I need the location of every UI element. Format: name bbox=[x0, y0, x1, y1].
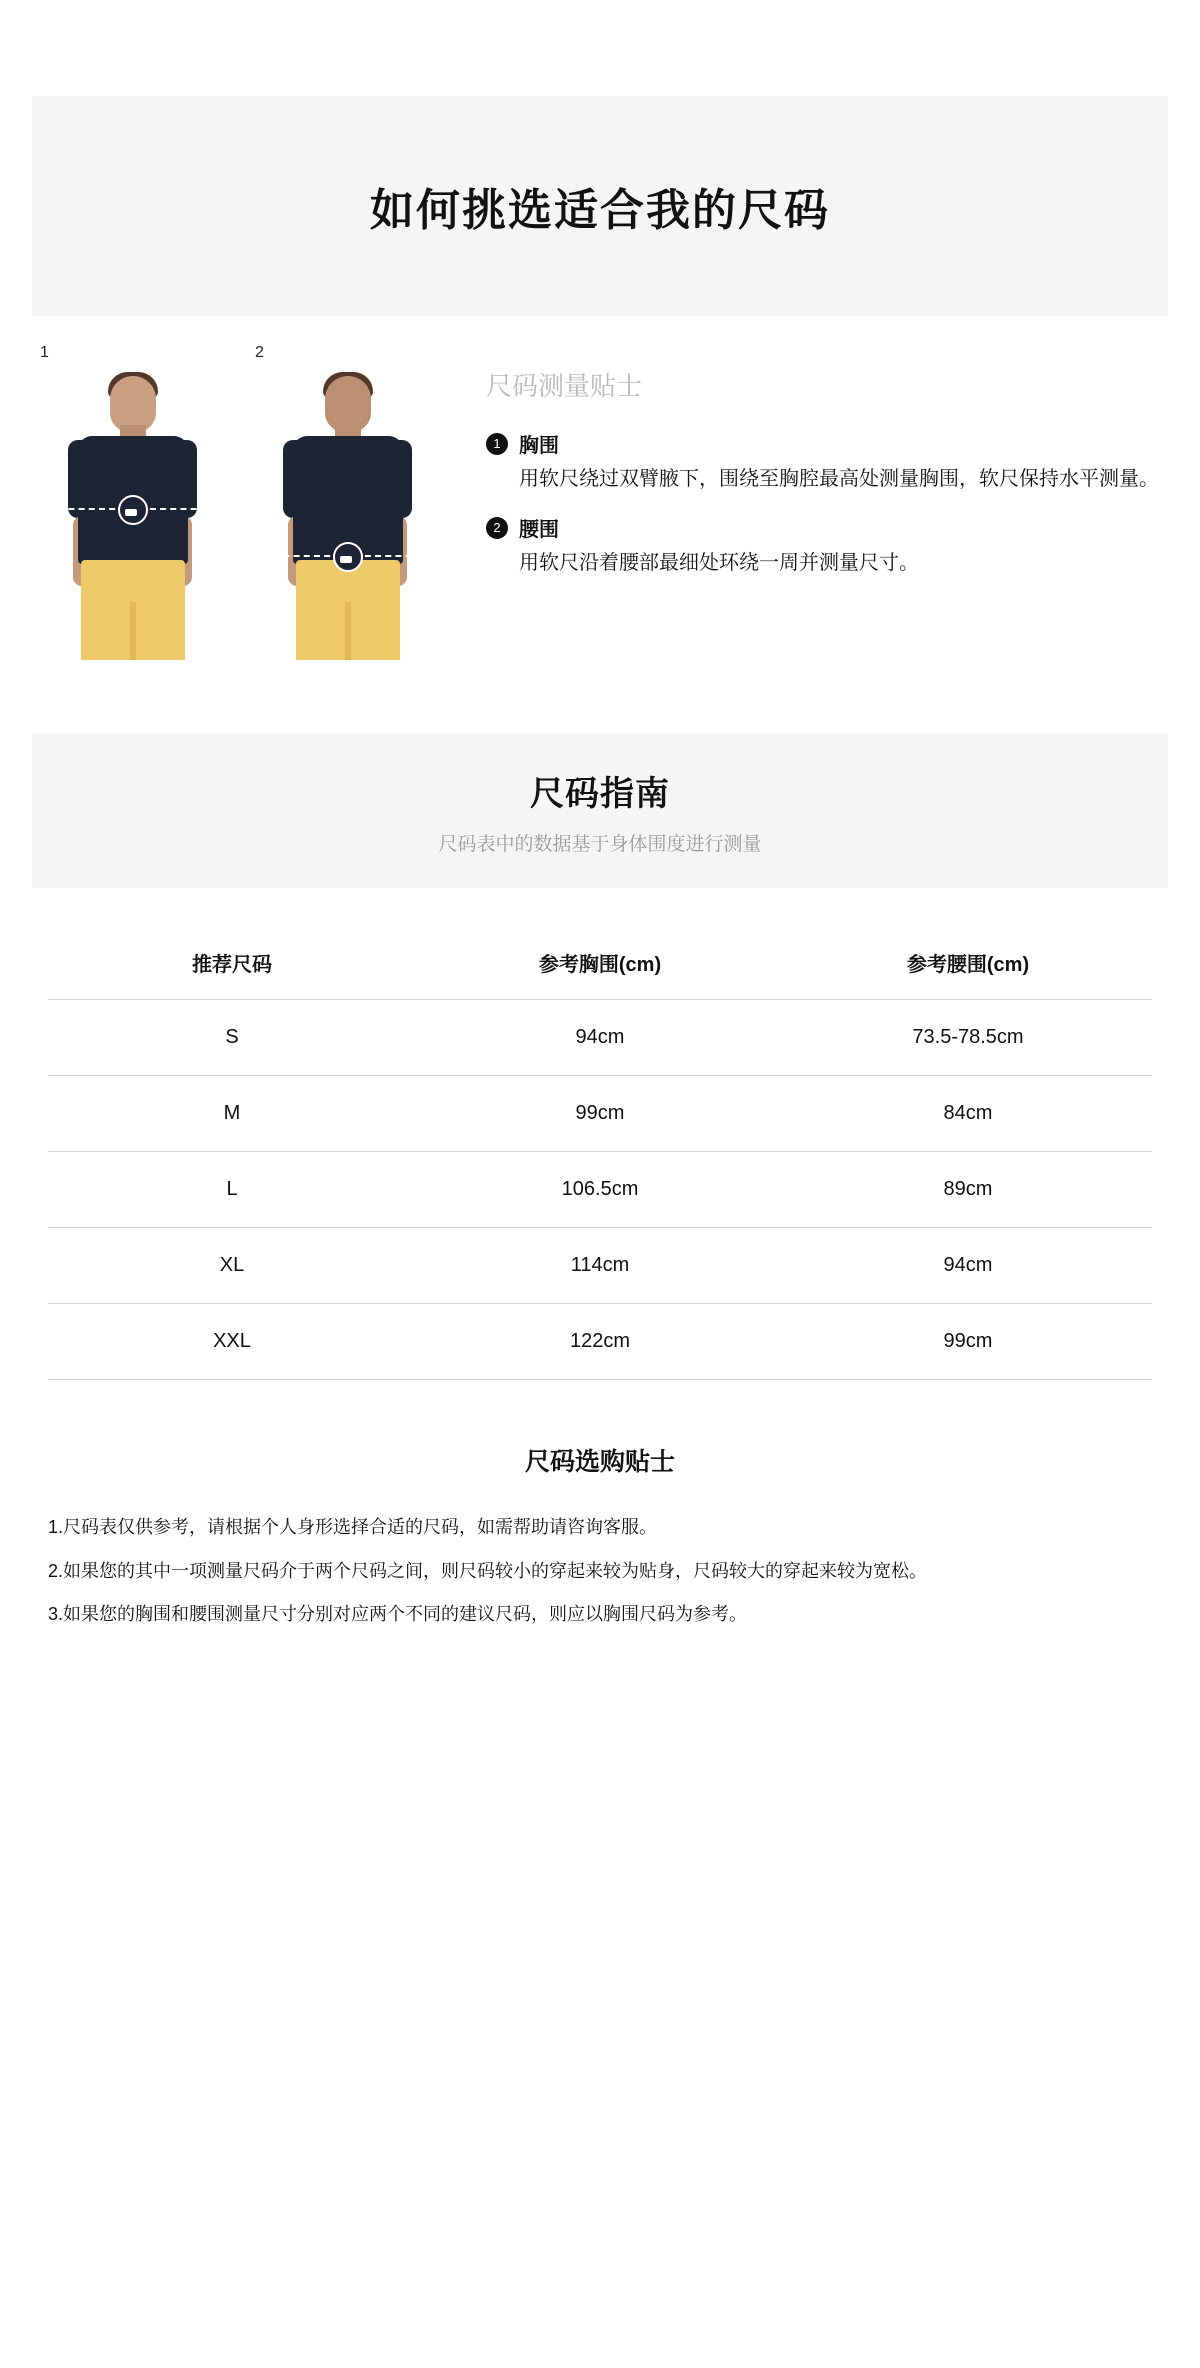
purchase-tips-title: 尺码选购贴士 bbox=[524, 1448, 675, 1476]
tip-label: 胸围 bbox=[519, 435, 559, 457]
size-guide-page bbox=[0, 96, 1200, 1713]
figure-number: 2 bbox=[255, 344, 264, 361]
brand-logo-icon bbox=[333, 542, 363, 572]
cell-waist: 99cm bbox=[784, 1304, 1152, 1380]
table-row bbox=[48, 1000, 1152, 1076]
person-back-illustration bbox=[255, 370, 440, 660]
page-title: 如何挑选适合我的尺码 bbox=[370, 186, 830, 235]
cell-chest: 122cm bbox=[416, 1304, 784, 1380]
hero-banner bbox=[32, 96, 1168, 316]
tip-item-chest bbox=[486, 429, 1168, 495]
cell-chest: 114cm bbox=[416, 1228, 784, 1304]
cell-size: M bbox=[48, 1076, 416, 1152]
figure-back bbox=[255, 344, 440, 660]
table-row bbox=[48, 1228, 1152, 1304]
tip-description: 用软尺沿着腰部最细处环绕一周并测量尺寸。 bbox=[519, 552, 919, 574]
tip-body bbox=[519, 429, 1168, 495]
person-front-illustration bbox=[40, 370, 225, 660]
tip-label: 腰围 bbox=[519, 519, 559, 541]
head-shape bbox=[325, 376, 371, 432]
size-table bbox=[48, 936, 1152, 1380]
column-header-size: 推荐尺码 bbox=[48, 936, 416, 1000]
figure-number: 1 bbox=[40, 344, 49, 361]
table-row bbox=[48, 1076, 1152, 1152]
cell-waist: 84cm bbox=[784, 1076, 1152, 1152]
size-guide-subtitle: 尺码表中的数据基于身体围度进行测量 bbox=[438, 834, 762, 855]
tip-description: 用软尺绕过双臂腋下，围绕至胸腔最高处测量胸围，软尺保持水平测量。 bbox=[519, 468, 1159, 490]
column-header-waist: 参考腰围(cm) bbox=[784, 936, 1152, 1000]
tip-badge-2: 2 bbox=[486, 517, 508, 539]
cell-chest: 99cm bbox=[416, 1076, 784, 1152]
tip-body bbox=[519, 513, 1168, 579]
size-guide-banner bbox=[32, 734, 1168, 888]
column-header-chest: 参考胸围(cm) bbox=[416, 936, 784, 1000]
cell-waist: 89cm bbox=[784, 1152, 1152, 1228]
measure-tips bbox=[440, 344, 1168, 597]
tips-title: 尺码测量贴士 bbox=[486, 371, 643, 401]
head-shape bbox=[110, 376, 156, 432]
cell-size: XXL bbox=[48, 1304, 416, 1380]
pants-seam bbox=[345, 602, 351, 660]
cell-chest: 94cm bbox=[416, 1000, 784, 1076]
cell-size: XL bbox=[48, 1228, 416, 1304]
table-header-row bbox=[48, 936, 1152, 1000]
cell-size: S bbox=[48, 1000, 416, 1076]
cell-waist: 73.5-78.5cm bbox=[784, 1000, 1152, 1076]
figure-front bbox=[40, 344, 225, 660]
size-table-wrapper bbox=[48, 936, 1152, 1380]
note-line-1: 1.尺码表仅供参考，请根据个人身形选择合适的尺码，如需帮助请咨询客服。 bbox=[48, 1517, 658, 1537]
tip-badge-1: 1 bbox=[486, 433, 508, 455]
model-front-image bbox=[40, 370, 225, 660]
tip-item-waist bbox=[486, 513, 1168, 579]
size-guide-title: 尺码指南 bbox=[530, 775, 670, 813]
table-row bbox=[48, 1304, 1152, 1380]
cell-size: L bbox=[48, 1152, 416, 1228]
table-row bbox=[48, 1152, 1152, 1228]
measurement-section bbox=[32, 344, 1168, 660]
cell-chest: 106.5cm bbox=[416, 1152, 784, 1228]
brand-logo-icon bbox=[118, 495, 148, 525]
model-illustrations bbox=[32, 344, 440, 660]
note-line-2: 2.如果您的其中一项测量尺码介于两个尺码之间，则尺码较小的穿起来较为贴身，尺码较大的穿起来较为宽松。 bbox=[48, 1560, 928, 1581]
note-line-3: 3.如果您的胸围和腰围测量尺寸分别对应两个不同的建议尺码，则应以胸围尺码为参考。 bbox=[48, 1604, 748, 1624]
model-back-image bbox=[255, 370, 440, 660]
purchase-tips bbox=[48, 1442, 1152, 1631]
pants-seam bbox=[130, 602, 136, 660]
bottom-spacer bbox=[0, 1643, 1200, 1713]
cell-waist: 94cm bbox=[784, 1228, 1152, 1304]
